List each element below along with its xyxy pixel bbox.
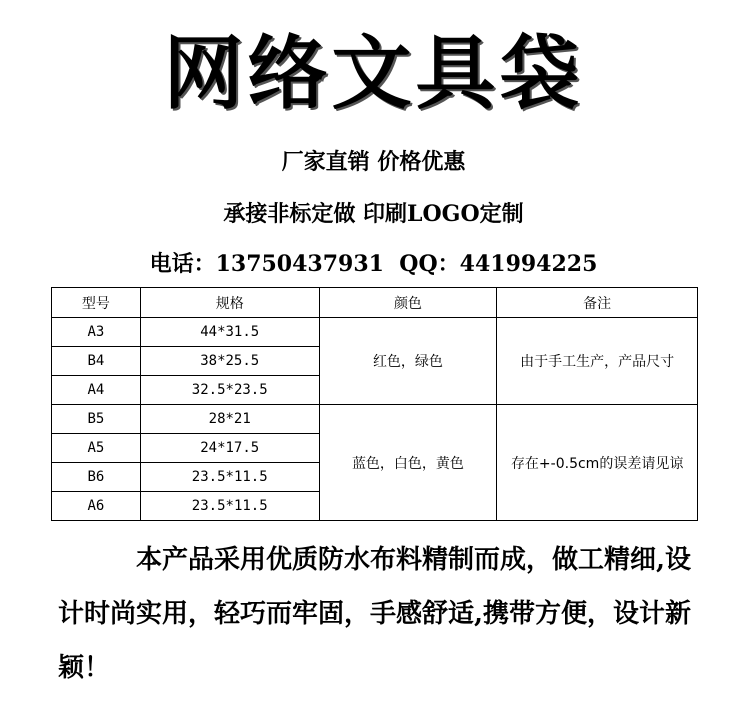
cell-model: A6 [52,492,141,521]
qq-label: QQ： [399,251,460,277]
table-row [52,405,698,434]
cell-size: 38*25.5 [140,347,319,376]
contact-line [0,249,747,279]
description-text: 本产品采用优质防水布料精制而成，做工精细,设计时尚实用，轻巧而牢固，手感舒适,携带方便，设计新颖！ [58,545,692,683]
cell-model: B6 [52,463,141,492]
phone-label: 电话： [149,251,216,277]
cell-size: 28*21 [140,405,319,434]
cell-color-group-2: 蓝色，白色，黄色 [319,405,497,521]
header-note: 备注 [497,288,698,318]
cell-size: 23.5*11.5 [140,463,319,492]
header-size: 规格 [140,288,319,318]
spec-table [51,287,698,521]
cell-model: A4 [52,376,141,405]
cell-model: B5 [52,405,141,434]
qq-number: 441994225 [459,251,598,277]
cell-size: 24*17.5 [140,434,319,463]
cell-note-line-2: 存在+-0.5cm的误差请见谅 [497,405,698,521]
cell-note-line-1: 由于手工生产，产品尺寸 [497,318,698,405]
table-header-row [52,288,698,318]
cell-size: 23.5*11.5 [140,492,319,521]
cell-color-group-1: 红色，绿色 [319,318,497,405]
subtitle-factory-direct: 厂家直销 价格优惠 [281,149,466,175]
table-row [52,318,698,347]
product-description [58,533,703,695]
header-color: 颜色 [319,288,497,318]
page-title: 网络文具袋 [163,26,584,120]
cell-model: A5 [52,434,141,463]
cell-model: A3 [52,318,141,347]
cell-model: B4 [52,347,141,376]
cell-size: 44*31.5 [140,318,319,347]
cell-size: 32.5*23.5 [140,376,319,405]
phone-number: 13750437931 [215,251,384,277]
subtitle-custom-logo: 承接非标定做 印刷LOGO定制 [223,201,524,227]
header-model: 型号 [52,288,141,318]
